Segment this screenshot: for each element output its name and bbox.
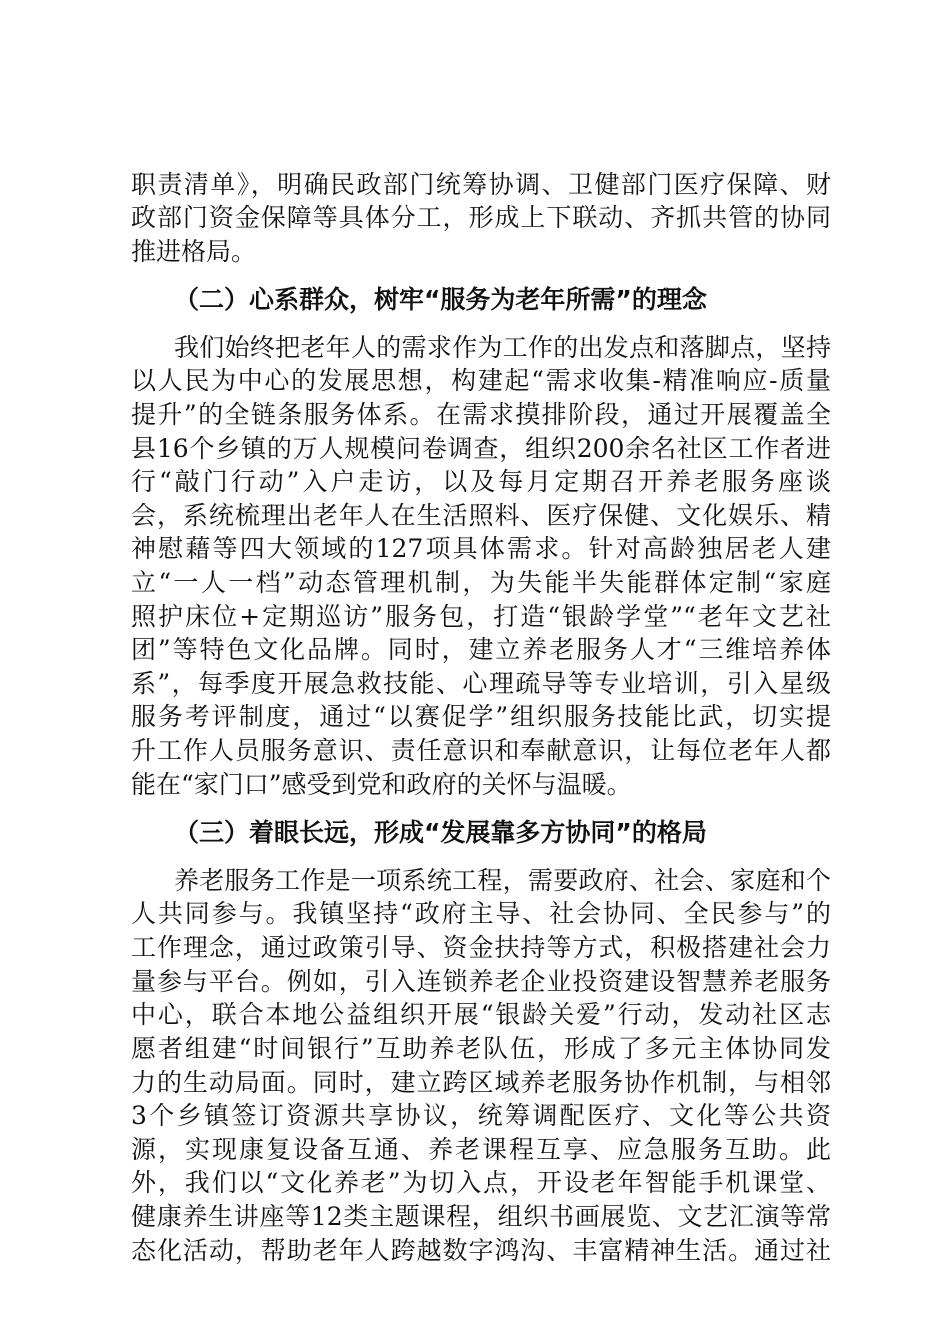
- paragraph-3-line: 中心，联合本地公益组织开展“银龄关爱”行动，发动社区志: [131, 1000, 831, 1029]
- paragraph-2-line: 神慰藉等四大领域的127项具体需求。针对高龄独居老人建: [131, 534, 831, 563]
- paragraph-2-line: 县16个乡镇的万人规模问卷调查，组织200余名社区工作者进: [131, 434, 831, 463]
- section-heading-3: （三）着眼长远，形成“发展靠多方协同”的格局: [174, 818, 707, 847]
- paragraph-2-line: 会，系统梳理出老年人在生活照料、医疗保健、文化娱乐、精: [131, 501, 831, 530]
- paragraph-2-line: 服务考评制度，通过“以赛促学”组织服务技能比武，切实提: [131, 702, 831, 731]
- paragraph-2-line: 提升”的全链条服务体系。在需求摸排阶段，通过开展覆盖全: [131, 400, 831, 429]
- paragraph-3-line: 人共同参与。我镇坚持“政府主导、社会协同、全民参与”的: [131, 899, 831, 928]
- paragraph-2-line: 能在“家门口”感受到党和政府的关怀与温暖。: [131, 770, 632, 799]
- paragraph-3-line: 健康养生讲座等12类主题课程，组织书画展览、文艺汇演等常: [131, 1202, 831, 1231]
- paragraph-3-line: 外，我们以“文化养老”为切入点，开设老年智能手机课堂、: [131, 1168, 831, 1197]
- paragraph-2-line: 立“一人一档”动态管理机制，为失能半失能群体定制“家庭: [131, 568, 831, 597]
- paragraph-2-line: 行“敲门行动”入户走访，以及每月定期召开养老服务座谈: [131, 467, 831, 496]
- paragraph-3-line: 力的生动局面。同时，建立跨区域养老服务协作机制，与相邻: [131, 1068, 831, 1097]
- paragraph-1-line: 政部门资金保障等具体分工，形成上下联动、齐抓共管的协同: [131, 203, 831, 232]
- paragraph-1-line: 推进格局。: [131, 237, 257, 266]
- paragraph-2-line: 以人民为中心的发展思想，构建起“需求收集-精准响应-质量: [131, 366, 831, 395]
- paragraph-2-line: 升工作人员服务意识、责任意识和奉献意识，让每位老年人都: [131, 736, 831, 765]
- paragraph-3-line: 愿者组建“时间银行”互助养老队伍，形成了多元主体协同发: [131, 1034, 831, 1063]
- paragraph-3-line: 量参与平台。例如，引入连锁养老企业投资建设智慧养老服务: [131, 967, 831, 996]
- paragraph-3-line: 养老服务工作是一项系统工程，需要政府、社会、家庭和个: [174, 866, 831, 895]
- paragraph-2-line: 我们始终把老年人的需求作为工作的出发点和落脚点，坚持: [174, 333, 831, 362]
- paragraph-3-line: 态化活动，帮助老年人跨越数字鸿沟、丰富精神生活。通过社: [131, 1236, 831, 1265]
- paragraph-2-line: 团”等特色文化品牌。同时，建立养老服务人才“三维培养体: [131, 635, 831, 664]
- paragraph-2-line: 系”，每季度开展急救技能、心理疏导等专业培训，引入星级: [131, 669, 831, 698]
- paragraph-1-line: 职责清单》，明确民政部门统筹协调、卫健部门医疗保障、财: [131, 170, 831, 199]
- paragraph-3-line: 工作理念，通过政策引导、资金扶持等方式，积极搭建社会力: [131, 933, 831, 962]
- paragraph-3-line: 源，实现康复设备互通、养老课程互享、应急服务互助。此: [131, 1135, 831, 1164]
- paragraph-3-line: 3个乡镇签订资源共享协议，统筹调配医疗、文化等公共资: [131, 1101, 831, 1130]
- section-heading-2: （二）心系群众，树牢“服务为老年所需”的理念: [174, 285, 707, 314]
- paragraph-2-line: 照护床位+定期巡访”服务包，打造“银龄学堂”“老年文艺社: [131, 602, 831, 631]
